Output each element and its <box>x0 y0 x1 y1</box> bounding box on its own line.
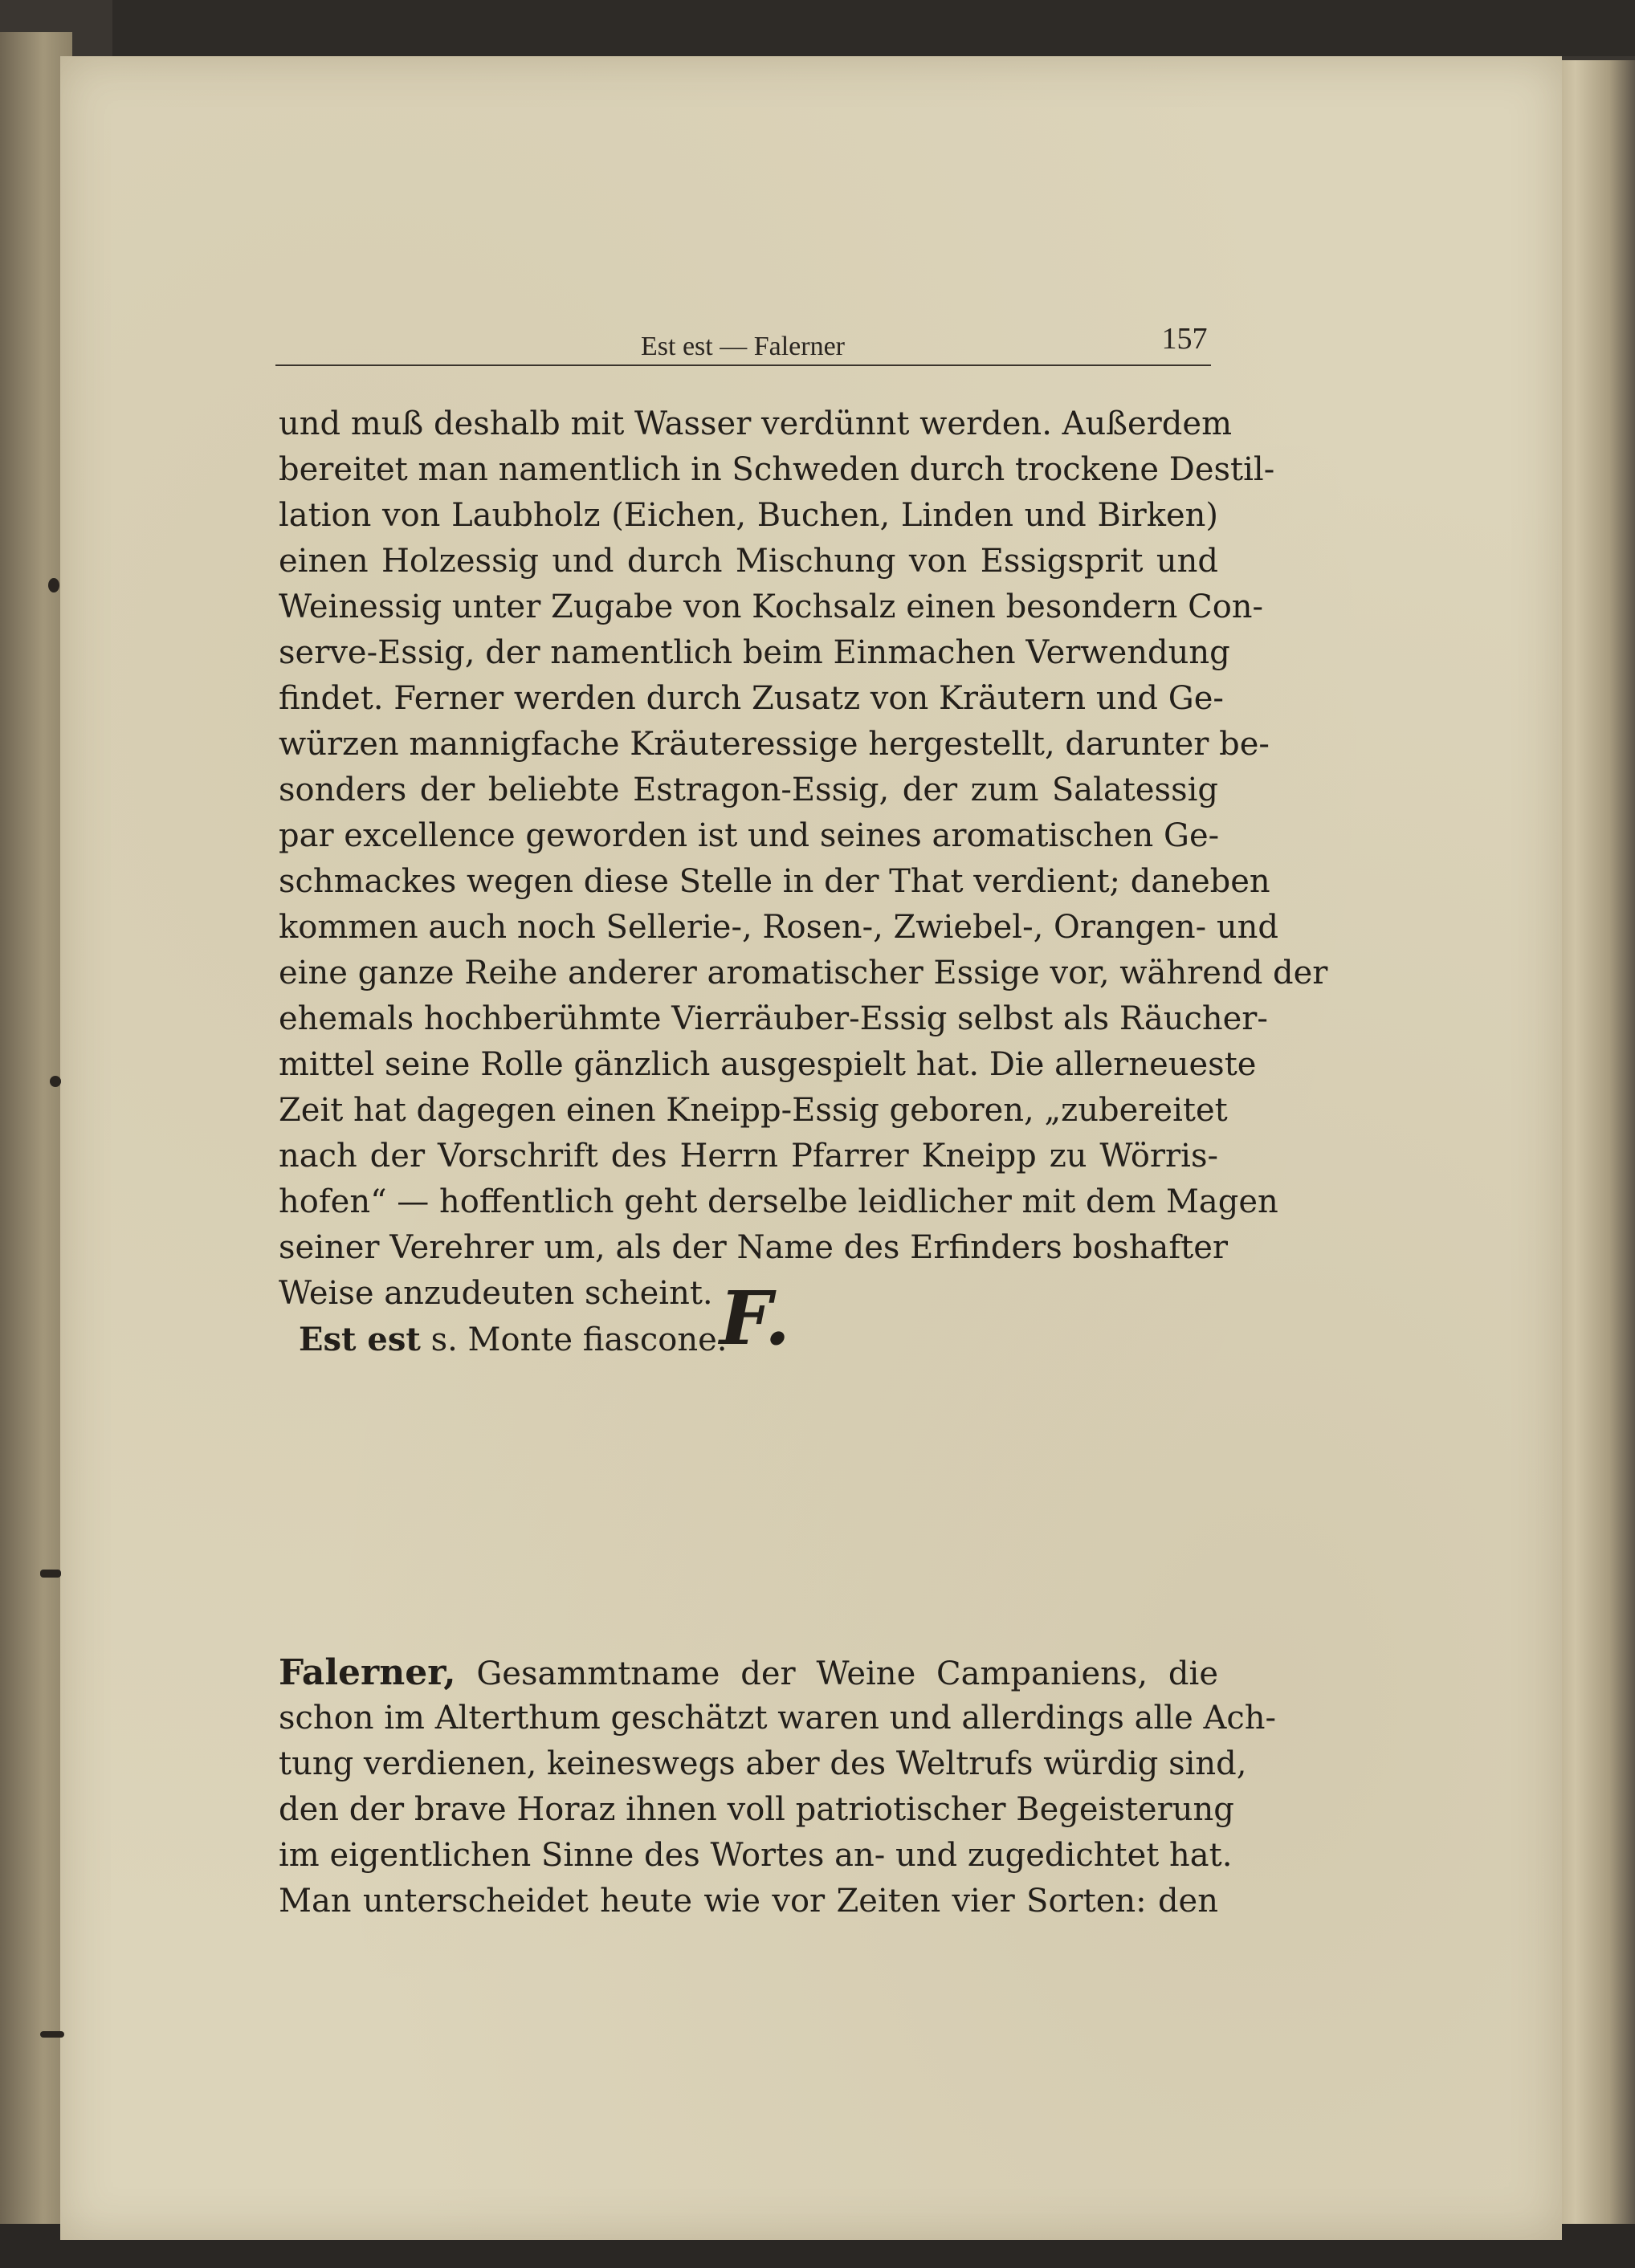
text-line: sonders der beliebte Estragon-Essig, der zum Salatessig <box>279 772 1218 808</box>
cross-reference-headword: Est est <box>299 1321 421 1358</box>
entry-headword: Falerner, <box>279 1652 456 1693</box>
margin-mark <box>50 1076 61 1087</box>
cross-reference-text: s. Monte fiascone. <box>430 1321 728 1358</box>
text-line: tung verdienen, keineswegs aber des Weltrufs würdig sind, <box>279 1745 1247 1782</box>
text-line: hofen“ — hoffentlich geht derselbe leidlicher mit dem Magen <box>279 1183 1278 1220</box>
text-line: mittel seine Rolle gänzlich ausgespielt hat. Die allerneueste <box>279 1046 1257 1083</box>
text-line: par excellence geworden ist und seines aromatischen Ge- <box>279 817 1220 854</box>
scan-background-top <box>112 0 1635 56</box>
text-line: und muß deshalb mit Wasser verdünnt werden. Außerdem <box>279 405 1232 442</box>
text-line: würzen mannigfache Kräuteressige hergestellt, darunter be- <box>279 726 1270 763</box>
text-line: bereitet man namentlich in Schweden durch trockene Destil- <box>279 451 1275 488</box>
text-line: im eigentlichen Sinne des Wortes an- und zugedichtet hat. <box>279 1837 1233 1874</box>
text-line: serve-Essig, der namentlich beim Einmachen Verwendung <box>279 634 1230 671</box>
text-line: schmackes wegen diese Stelle in der That verdient; daneben <box>279 863 1270 900</box>
margin-mark <box>40 2031 64 2038</box>
text-line: Man unterscheidet heute wie vor Zeiten vier Sorten: den <box>279 1883 1218 1920</box>
text-line: findet. Ferner werden durch Zusatz von Kräutern und Ge- <box>279 680 1224 717</box>
page-number: 157 <box>1161 322 1208 356</box>
book-page <box>60 56 1562 2240</box>
entry-first-line <box>279 1650 1218 1696</box>
text-line: eine ganze Reihe anderer aromatischer Essige vor, während der <box>279 955 1328 991</box>
text-line: Zeit hat dagegen einen Kneipp-Essig geboren, „zubereitet <box>279 1092 1228 1129</box>
text-line: den der brave Horaz ihnen voll patriotischer Begeisterung <box>279 1791 1234 1828</box>
margin-mark <box>40 1570 61 1578</box>
header-rule <box>275 364 1211 366</box>
text-line: Gesammtname der Weine Campaniens, die <box>476 1655 1218 1692</box>
margin-mark <box>48 578 59 592</box>
text-line: kommen auch noch Sellerie-, Rosen-, Zwiebel-, Orangen- und <box>279 909 1278 946</box>
text-line: Weise anzudeuten scheint. <box>279 1275 713 1312</box>
text-line: nach der Vorschrift des Herrn Pfarrer Kneipp zu Wörris- <box>279 1138 1218 1175</box>
running-title: Est est — Falerner <box>641 332 845 361</box>
page-stack-edge <box>1550 60 1635 2236</box>
section-letter: F. <box>719 1275 791 1362</box>
text-line: seiner Verehrer um, als der Name des Erfinders boshafter <box>279 1229 1229 1266</box>
text-line: ehemals hochberühmte Vierräuber-Essig selbst als Räucher- <box>279 1000 1268 1037</box>
text-line: lation von Laubholz (Eichen, Buchen, Linden und Birken) <box>279 497 1218 534</box>
text-line: einen Holzessig und durch Mischung von Essigsprit und <box>279 543 1218 580</box>
text-line: schon im Alterthum geschätzt waren und allerdings alle Ach- <box>279 1700 1277 1737</box>
text-line: Weinessig unter Zugabe von Kochsalz einen besondern Con- <box>279 588 1264 625</box>
